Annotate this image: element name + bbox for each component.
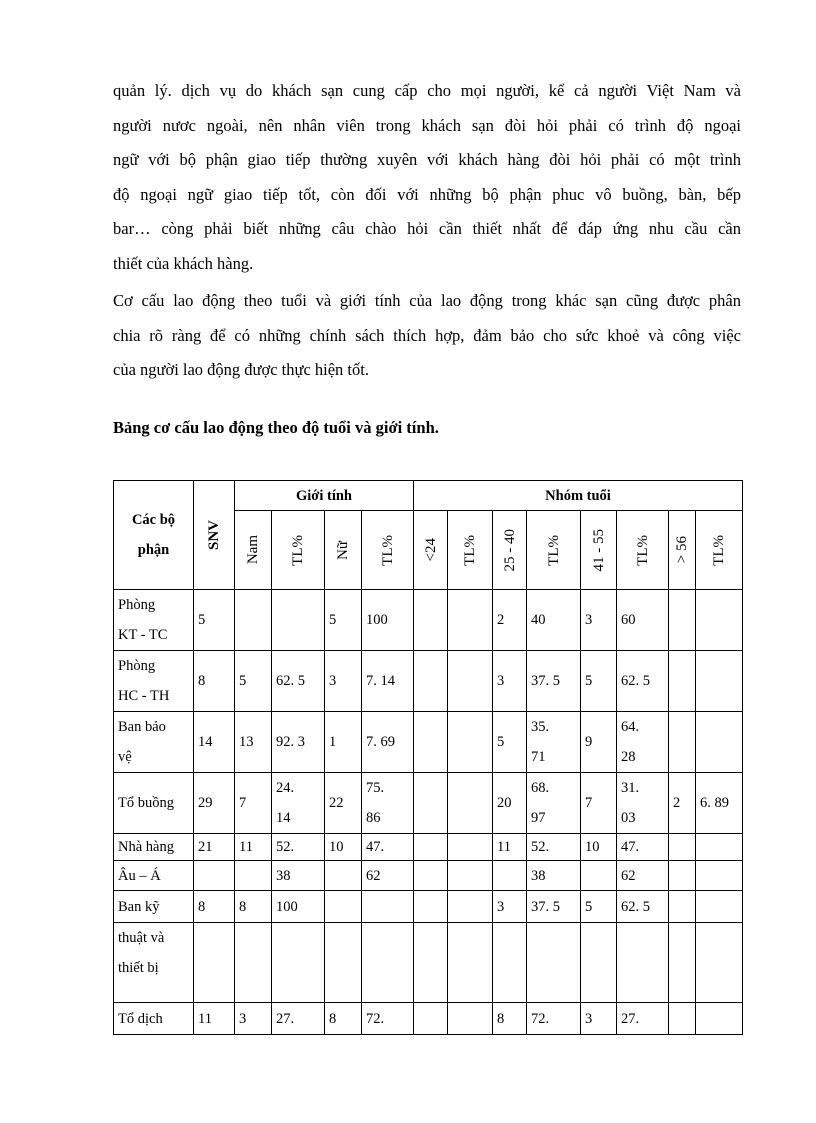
data-cell <box>448 923 493 1003</box>
header-snv-label: SNV <box>206 519 222 550</box>
data-cell <box>696 891 743 923</box>
table-row <box>114 590 743 651</box>
data-cell: 37. 5 <box>527 891 581 923</box>
data-cell: 27. <box>272 1003 325 1035</box>
data-cell: 5 <box>325 590 362 651</box>
data-cell: 10 <box>581 834 617 861</box>
data-cell <box>669 923 696 1003</box>
data-cell: 8 <box>235 891 272 923</box>
data-cell <box>362 891 414 923</box>
data-cell: 29 <box>194 773 235 834</box>
text-line: quản lý. dịch vụ do khách sạn cung cấp cho mọi người, kể cả người Việt Nam và <box>113 81 741 100</box>
header-sub-label: Nữ <box>335 540 351 560</box>
data-cell: 11 <box>493 834 527 861</box>
data-cell: 7. 14 <box>362 651 414 712</box>
data-cell: 47. <box>617 834 669 861</box>
table-row <box>114 1003 743 1035</box>
data-cell: 37. 5 <box>527 651 581 712</box>
table-row <box>114 712 743 773</box>
header-sub-label: Nam <box>245 535 261 565</box>
header-sub-label: <24 <box>422 538 439 562</box>
data-cell: 27. <box>617 1003 669 1035</box>
dept-cell: Phòng KT - TC <box>114 590 194 651</box>
data-cell <box>696 923 743 1003</box>
data-cell: 3 <box>325 651 362 712</box>
data-cell <box>272 590 325 651</box>
dept-cell: thuật và thiết bị <box>114 923 194 1003</box>
header-sub-9 <box>617 511 669 590</box>
data-cell <box>581 923 617 1003</box>
data-cell <box>448 891 493 923</box>
labor-structure-table <box>113 480 743 1035</box>
data-cell <box>448 834 493 861</box>
data-cell: 7. 69 <box>362 712 414 773</box>
header-snv <box>194 481 235 590</box>
data-cell: 7 <box>235 773 272 834</box>
data-cell <box>669 1003 696 1035</box>
data-cell <box>669 651 696 712</box>
data-cell: 6. 89 <box>696 773 743 834</box>
data-cell: 52. <box>527 834 581 861</box>
data-cell <box>617 923 669 1003</box>
data-cell: 8 <box>325 1003 362 1035</box>
data-cell: 7 <box>581 773 617 834</box>
text-line: của người lao động được thực hiện tốt. <box>113 360 369 379</box>
data-cell: 2 <box>493 590 527 651</box>
header-age-group: Nhóm tuổi <box>414 481 743 511</box>
table-row <box>114 891 743 923</box>
data-cell <box>235 923 272 1003</box>
header-sub-11 <box>696 511 743 590</box>
data-cell: 24. 14 <box>272 773 325 834</box>
data-cell <box>493 861 527 891</box>
data-cell <box>194 861 235 891</box>
table-row <box>114 651 743 712</box>
data-cell: 3 <box>235 1003 272 1035</box>
header-sub-7 <box>527 511 581 590</box>
header-sub-4 <box>414 511 448 590</box>
data-cell <box>362 923 414 1003</box>
text-line: bar… còng phải biết những câu chào hỏi cần thiết nhất để đáp ứng nhu cầu cần <box>113 219 741 238</box>
data-cell: 72. <box>362 1003 414 1035</box>
data-cell <box>669 891 696 923</box>
data-cell: 38 <box>272 861 325 891</box>
dept-cell: Ban bảo vệ <box>114 712 194 773</box>
dept-cell: Tổ buồng <box>114 773 194 834</box>
data-cell: 68. 97 <box>527 773 581 834</box>
dept-cell: Âu – Á <box>114 861 194 891</box>
data-cell: 62. 5 <box>272 651 325 712</box>
data-cell: 11 <box>235 834 272 861</box>
data-cell <box>414 923 448 1003</box>
data-cell: 2 <box>669 773 696 834</box>
data-cell <box>235 590 272 651</box>
data-cell: 3 <box>493 651 527 712</box>
data-cell: 62. 5 <box>617 891 669 923</box>
data-cell: 14 <box>194 712 235 773</box>
data-cell <box>414 1003 448 1035</box>
text-line: người nươc ngoài, nên nhân viên trong khách sạn đòi hỏi phải có trình độ ngoại <box>113 115 741 135</box>
data-cell <box>414 861 448 891</box>
data-cell <box>669 834 696 861</box>
data-cell <box>669 712 696 773</box>
data-cell <box>235 861 272 891</box>
data-cell <box>448 1003 493 1035</box>
header-sub-label: 25 - 40 <box>501 528 518 572</box>
data-cell: 22 <box>325 773 362 834</box>
header-gender: Giới tính <box>235 481 414 511</box>
header-sub-8 <box>581 511 617 590</box>
header-sub-2 <box>325 511 362 590</box>
data-cell: 5 <box>493 712 527 773</box>
data-cell <box>414 712 448 773</box>
header-sub-label: TL% <box>711 534 727 566</box>
data-cell: 35. 71 <box>527 712 581 773</box>
data-cell: 92. 3 <box>272 712 325 773</box>
dept-cell: Phòng HC - TH <box>114 651 194 712</box>
data-cell <box>696 651 743 712</box>
data-cell: 10 <box>325 834 362 861</box>
data-cell: 3 <box>493 891 527 923</box>
data-cell <box>696 590 743 651</box>
header-sub-label: TL% <box>545 534 562 566</box>
paragraph-2 <box>113 284 741 388</box>
data-cell <box>669 861 696 891</box>
data-cell <box>527 923 581 1003</box>
data-cell <box>448 651 493 712</box>
data-cell: 31. 03 <box>617 773 669 834</box>
data-cell <box>448 861 493 891</box>
data-cell <box>414 891 448 923</box>
header-sub-label: TL% <box>290 534 306 566</box>
data-cell: 62 <box>362 861 414 891</box>
text-line: chia rõ ràng để có những chính sách thích hợp, đảm bảo cho sức khoẻ và công việc <box>113 325 741 345</box>
data-cell: 62. 5 <box>617 651 669 712</box>
data-cell <box>325 923 362 1003</box>
table-row <box>114 861 743 891</box>
data-cell <box>414 590 448 651</box>
header-sub-5 <box>448 511 493 590</box>
data-cell: 75. 86 <box>362 773 414 834</box>
data-cell: 100 <box>362 590 414 651</box>
data-cell: 3 <box>581 1003 617 1035</box>
data-cell <box>448 773 493 834</box>
data-cell <box>272 923 325 1003</box>
data-cell: 13 <box>235 712 272 773</box>
data-cell: 38 <box>527 861 581 891</box>
data-cell <box>448 712 493 773</box>
header-sub-3 <box>362 511 414 590</box>
data-cell: 5 <box>235 651 272 712</box>
data-cell: 8 <box>194 891 235 923</box>
data-cell: 20 <box>493 773 527 834</box>
header-sub-6 <box>493 511 527 590</box>
table-row <box>114 773 743 834</box>
data-cell <box>696 712 743 773</box>
table-row <box>114 834 743 861</box>
data-cell: 62 <box>617 861 669 891</box>
data-cell <box>448 590 493 651</box>
header-sub-label: TL% <box>379 534 396 566</box>
data-cell: 21 <box>194 834 235 861</box>
data-cell: 3 <box>581 590 617 651</box>
paragraph-1 <box>113 74 741 281</box>
dept-cell: Tổ dịch <box>114 1003 194 1035</box>
data-cell: 72. <box>527 1003 581 1035</box>
data-cell: 52. <box>272 834 325 861</box>
data-cell <box>414 834 448 861</box>
header-dept: Các bộ phận <box>114 481 194 590</box>
header-sub-1 <box>272 511 325 590</box>
data-cell: 40 <box>527 590 581 651</box>
data-cell <box>696 1003 743 1035</box>
data-cell: 64. 28 <box>617 712 669 773</box>
data-cell <box>414 773 448 834</box>
data-cell: 9 <box>581 712 617 773</box>
data-cell <box>581 861 617 891</box>
header-sub-label: TL% <box>462 534 478 566</box>
data-cell <box>669 590 696 651</box>
table-caption: Bảng cơ cấu lao động theo độ tuổi và giới tính. <box>113 418 439 437</box>
dept-cell: Nhà hàng <box>114 834 194 861</box>
header-sub-label: > 56 <box>674 536 690 564</box>
data-cell: 8 <box>493 1003 527 1035</box>
dept-cell: Ban kỹ <box>114 891 194 923</box>
header-sub-10 <box>669 511 696 590</box>
data-cell: 5 <box>581 651 617 712</box>
data-cell <box>696 861 743 891</box>
header-sub-label: TL% <box>634 534 651 566</box>
data-cell <box>414 651 448 712</box>
text-line: ngữ với bộ phận giao tiếp thường xuyên với khách hàng đòi hỏi phải có một trình <box>113 150 741 169</box>
header-sub-0 <box>235 511 272 590</box>
text-line: độ ngoại ngữ giao tiếp tốt, còn đối với những bộ phận phuc vô buồng, bàn, bếp <box>113 184 741 204</box>
text-line: thiết của khách hàng. <box>113 253 254 273</box>
data-cell: 5 <box>194 590 235 651</box>
data-cell: 100 <box>272 891 325 923</box>
data-cell <box>325 861 362 891</box>
text-line: Cơ cấu lao động theo tuổi và giới tính của lao động trong khác sạn cũng được phân <box>113 291 741 310</box>
data-cell <box>194 923 235 1003</box>
data-cell <box>325 891 362 923</box>
data-cell: 47. <box>362 834 414 861</box>
data-cell: 5 <box>581 891 617 923</box>
data-cell: 11 <box>194 1003 235 1035</box>
table-row <box>114 923 743 1003</box>
data-cell: 60 <box>617 590 669 651</box>
data-cell: 1 <box>325 712 362 773</box>
data-cell: 8 <box>194 651 235 712</box>
data-cell <box>493 923 527 1003</box>
header-sub-label: 41 - 55 <box>590 528 607 572</box>
data-cell <box>696 834 743 861</box>
